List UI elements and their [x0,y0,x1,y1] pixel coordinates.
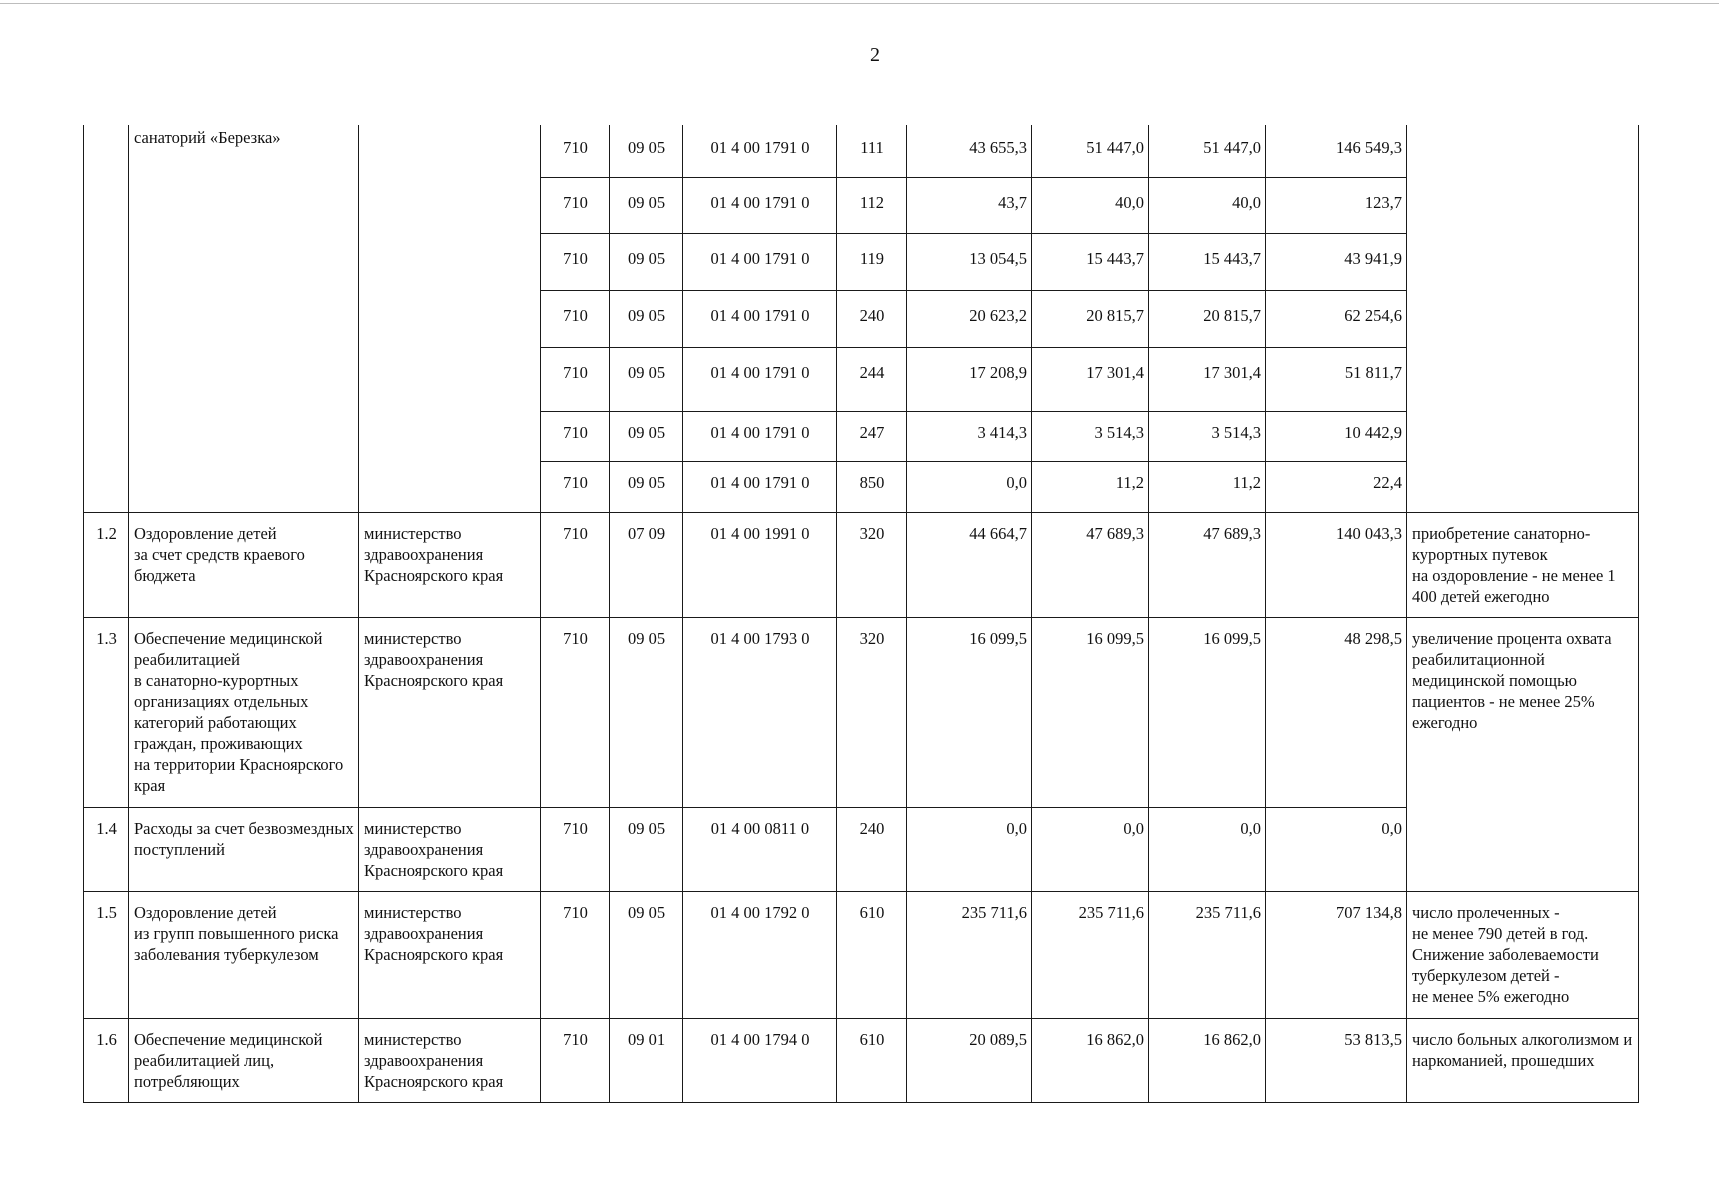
cell-csr: 01 4 00 1794 0 [683,1018,837,1102]
cell-year1: 20 089,5 [907,1018,1032,1102]
cell-vr: 610 [837,1018,907,1102]
cell-result: приобретение санаторно-курортных путевок на оздоровление - не менее 1 400 детей ежегодно [1407,512,1639,617]
cell-grbs: 710 [541,125,610,177]
cell-year3: 0,0 [1149,807,1266,891]
cell-csr: 01 4 00 1791 0 [683,411,837,461]
cell-year1: 235 711,6 [907,891,1032,1018]
cell-name: санаторий «Березка» [129,125,359,512]
cell-name: Обеспечение медицинской реабилитацией в санаторно-курортных организациях отдельных категорий работающих граждан, проживающих на территории Красноярского края [129,617,359,807]
cell-rzpr: 09 05 [610,411,683,461]
cell-admin: министерство здравоохранения Красноярского края [359,512,541,617]
cell-year1: 0,0 [907,807,1032,891]
cell-year3: 15 443,7 [1149,233,1266,290]
cell-year2: 11,2 [1032,461,1149,512]
cell-csr: 01 4 00 1792 0 [683,891,837,1018]
cell-rzpr: 09 05 [610,461,683,512]
cell-year1: 43 655,3 [907,125,1032,177]
cell-year3: 17 301,4 [1149,347,1266,411]
table-row [84,512,1639,617]
cell-num: 1.2 [84,512,129,617]
top-rule [0,3,1719,4]
cell-grbs: 710 [541,233,610,290]
cell-name: Обеспечение медицинской реабилитацией лиц, потребляющих [129,1018,359,1102]
cell-csr: 01 4 00 0811 0 [683,807,837,891]
cell-name: Оздоровление детей из групп повышенного риска заболевания туберкулезом [129,891,359,1018]
cell-total: 146 549,3 [1266,125,1407,177]
cell-num: 1.3 [84,617,129,807]
cell-grbs: 710 [541,347,610,411]
cell-rzpr: 09 01 [610,1018,683,1102]
cell-year2: 51 447,0 [1032,125,1149,177]
cell-total: 51 811,7 [1266,347,1407,411]
cell-admin: министерство здравоохранения Красноярского края [359,891,541,1018]
cell-name: Расходы за счет безвозмездных поступлений [129,807,359,891]
cell-admin: министерство здравоохранения Красноярского края [359,807,541,891]
cell-grbs: 710 [541,512,610,617]
cell-num: 1.5 [84,891,129,1018]
cell-vr: 112 [837,177,907,233]
cell-rzpr: 09 05 [610,891,683,1018]
cell-vr: 850 [837,461,907,512]
cell-grbs: 710 [541,891,610,1018]
budget-table-body [84,125,1639,1102]
cell-year3: 47 689,3 [1149,512,1266,617]
table-row [84,617,1639,807]
cell-admin: министерство здравоохранения Красноярского края [359,617,541,807]
cell-total: 62 254,6 [1266,290,1407,347]
cell-total: 123,7 [1266,177,1407,233]
cell-year2: 0,0 [1032,807,1149,891]
cell-year2: 40,0 [1032,177,1149,233]
cell-year3: 16 099,5 [1149,617,1266,807]
cell-csr: 01 4 00 1791 0 [683,177,837,233]
cell-num: 1.4 [84,807,129,891]
cell-vr: 244 [837,347,907,411]
cell-year3: 16 862,0 [1149,1018,1266,1102]
cell-year3: 40,0 [1149,177,1266,233]
cell-result: увеличение процента охвата реабилитационной медицинской помощью пациентов - не менее 25% ежегодно [1407,617,1639,891]
cell-csr: 01 4 00 1791 0 [683,347,837,411]
cell-rzpr: 09 05 [610,177,683,233]
cell-year1: 20 623,2 [907,290,1032,347]
cell-year1: 17 208,9 [907,347,1032,411]
cell-rzpr: 09 05 [610,617,683,807]
cell-year2: 16 099,5 [1032,617,1149,807]
cell-year1: 16 099,5 [907,617,1032,807]
cell-year2: 47 689,3 [1032,512,1149,617]
cell-year3: 11,2 [1149,461,1266,512]
cell-csr: 01 4 00 1991 0 [683,512,837,617]
cell-grbs: 710 [541,290,610,347]
cell-year1: 3 414,3 [907,411,1032,461]
cell-grbs: 710 [541,1018,610,1102]
cell-grbs: 710 [541,617,610,807]
cell-rzpr: 07 09 [610,512,683,617]
cell-year2: 17 301,4 [1032,347,1149,411]
cell-rzpr: 09 05 [610,807,683,891]
cell-year2: 16 862,0 [1032,1018,1149,1102]
cell-csr: 01 4 00 1791 0 [683,290,837,347]
cell-csr: 01 4 00 1791 0 [683,461,837,512]
cell-total: 22,4 [1266,461,1407,512]
cell-vr: 111 [837,125,907,177]
cell-result: число пролеченных - не менее 790 детей в год. Снижение заболеваемости туберкулезом детей - не менее 5% ежегодно [1407,891,1639,1018]
cell-name: Оздоровление детей за счет средств краевого бюджета [129,512,359,617]
cell-result: число больных алкоголизмом и наркоманией, прошедших [1407,1018,1639,1102]
cell-num: 1.6 [84,1018,129,1102]
cell-year3: 3 514,3 [1149,411,1266,461]
cell-year2: 235 711,6 [1032,891,1149,1018]
cell-rzpr: 09 05 [610,125,683,177]
cell-vr: 240 [837,807,907,891]
cell-rzpr: 09 05 [610,290,683,347]
cell-total: 140 043,3 [1266,512,1407,617]
cell-year2: 20 815,7 [1032,290,1149,347]
cell-admin [359,125,541,512]
cell-admin: министерство здравоохранения Красноярского края [359,1018,541,1102]
cell-grbs: 710 [541,177,610,233]
cell-vr: 610 [837,891,907,1018]
cell-grbs: 710 [541,411,610,461]
cell-year1: 44 664,7 [907,512,1032,617]
cell-year3: 20 815,7 [1149,290,1266,347]
cell-total: 707 134,8 [1266,891,1407,1018]
cell-grbs: 710 [541,461,610,512]
budget-table [83,125,1639,1103]
cell-total: 0,0 [1266,807,1407,891]
cell-vr: 247 [837,411,907,461]
cell-grbs: 710 [541,807,610,891]
cell-year1: 43,7 [907,177,1032,233]
cell-year1: 13 054,5 [907,233,1032,290]
page-number: 2 [870,44,880,66]
table-row [84,125,1639,177]
cell-year2: 3 514,3 [1032,411,1149,461]
cell-vr: 320 [837,617,907,807]
cell-csr: 01 4 00 1793 0 [683,617,837,807]
table-row [84,807,1639,891]
cell-rzpr: 09 05 [610,347,683,411]
cell-result [1407,125,1639,512]
cell-year1: 0,0 [907,461,1032,512]
table-row [84,1018,1639,1102]
cell-year3: 51 447,0 [1149,125,1266,177]
cell-rzpr: 09 05 [610,233,683,290]
cell-total: 10 442,9 [1266,411,1407,461]
cell-num [84,125,129,512]
cell-year2: 15 443,7 [1032,233,1149,290]
cell-total: 53 813,5 [1266,1018,1407,1102]
cell-vr: 320 [837,512,907,617]
cell-csr: 01 4 00 1791 0 [683,125,837,177]
table-row [84,891,1639,1018]
cell-vr: 240 [837,290,907,347]
cell-year3: 235 711,6 [1149,891,1266,1018]
cell-csr: 01 4 00 1791 0 [683,233,837,290]
cell-vr: 119 [837,233,907,290]
cell-total: 48 298,5 [1266,617,1407,807]
cell-total: 43 941,9 [1266,233,1407,290]
